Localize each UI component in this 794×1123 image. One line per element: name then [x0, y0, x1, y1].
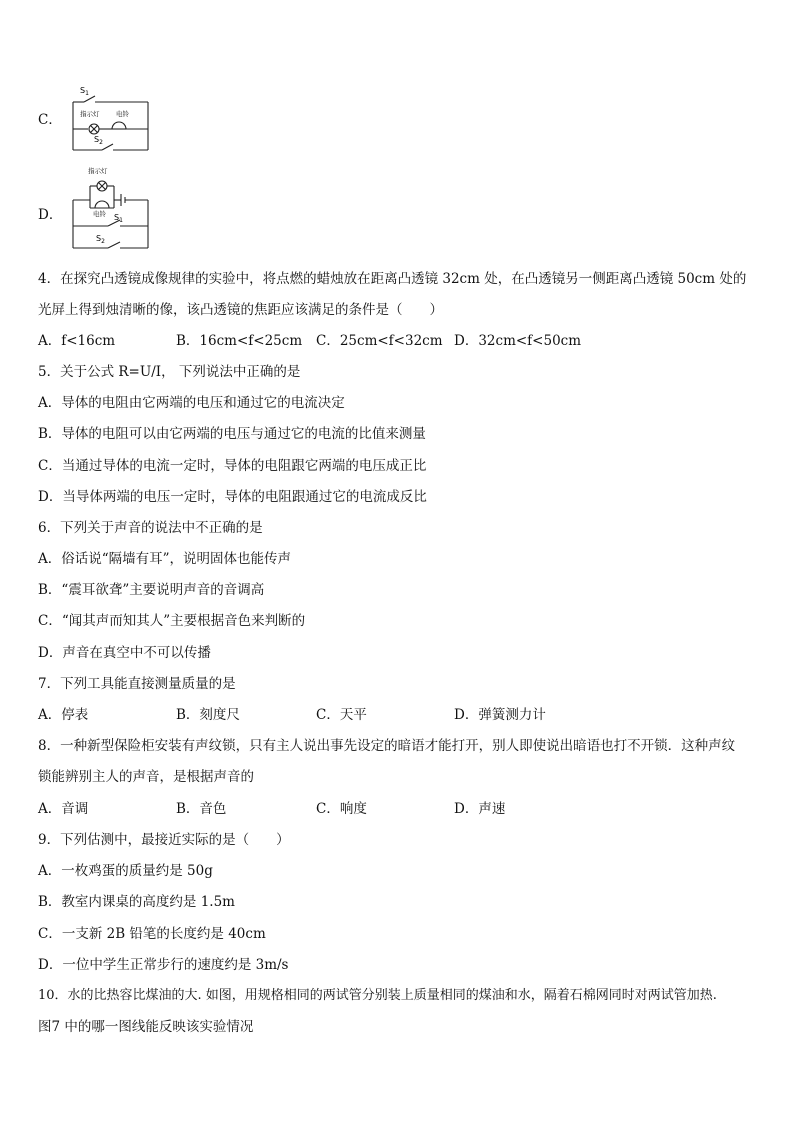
- q6-option-d: D．声音在真空中不可以传播: [38, 645, 211, 661]
- option-c-label: C．: [38, 112, 62, 128]
- c-lamp-text: 指示灯: [80, 110, 100, 118]
- c-s2-text: $S_2$: [94, 135, 103, 146]
- q8-option-c: C．响度: [316, 801, 367, 817]
- q7-stem: 7．下列工具能直接测量质量的是: [38, 676, 236, 692]
- q4-stem-line2: 光屏上得到烛清晰的像，该凸透镜的焦距应该满足的条件是（ ）: [38, 302, 443, 318]
- c-s1-text: $S_1$: [80, 86, 89, 97]
- q7-option-c: C．天平: [316, 707, 367, 723]
- d-lamp-text: 指示灯: [88, 167, 108, 175]
- q7-option-a: A．停表: [38, 707, 89, 723]
- q9-option-d: D．一位中学生正常步行的速度约是 3m/s: [38, 957, 289, 973]
- q8-option-d: D．声速: [454, 801, 506, 817]
- d-bell-text: 电铃: [93, 210, 106, 218]
- circuit-diagram-c: [68, 82, 158, 156]
- q8-stem-line2: 锁能辨别主人的声音，是根据声音的: [38, 769, 254, 785]
- q5-stem: 5．关于公式 R=U/I， 下列说法中正确的是: [38, 364, 301, 380]
- q6-option-c: C．“闻其声而知其人”主要根据音色来判断的: [38, 613, 306, 629]
- q4-option-d: D．32cm<f<50cm: [454, 333, 582, 349]
- q8-stem-line1: 8．一种新型保险柜安装有声纹锁，只有主人说出事先设定的暗语才能打开，别人即使说出暗语也打不开锁．这种声纹: [38, 738, 736, 754]
- c-bell-text: 电铃: [116, 110, 129, 118]
- q7-option-b: B．刻度尺: [176, 707, 240, 723]
- q4-option-c: C．25cm<f<32cm: [316, 333, 443, 349]
- q7-option-d: D．弹簧测力计: [454, 707, 546, 723]
- q5-option-b: B．导体的电阻可以由它两端的电压与通过它的电流的比值来测量: [38, 426, 426, 442]
- q10-stem-line2: 图7 中的哪一图线能反映该实验情况: [38, 1019, 254, 1035]
- q9-option-b: B．教室内课桌的高度约是 1.5m: [38, 894, 235, 910]
- q4-option-b: B．16cm<f<25cm: [176, 333, 303, 349]
- q4-stem-line1: 4．在探究凸透镜成像规律的实验中，将点燃的蜡烛放在距离凸透镜 32cm 处，在凸透镜另一侧距离凸透镜 50cm 处的: [38, 271, 747, 287]
- q6-option-a: A．俗话说“隔墙有耳”，说明固体也能传声: [38, 551, 292, 567]
- q9-stem: 9．下列估测中，最接近实际的是（ ）: [38, 832, 290, 848]
- q9-option-a: A．一枚鸡蛋的质量约是 50g: [38, 863, 213, 879]
- q4-option-a: A．f<16cm: [38, 333, 116, 349]
- q8-option-a: A．音调: [38, 801, 89, 817]
- option-d-label: D．: [38, 207, 63, 223]
- d-s1-text: $S_1$: [114, 213, 123, 224]
- q6-stem: 6．下列关于声音的说法中不正确的是: [38, 520, 263, 536]
- q5-option-d: D．当导体两端的电压一定时，导体的电阻跟通过它的电流成反比: [38, 489, 427, 505]
- q6-option-b: B．“震耳欲聋”主要说明声音的音调高: [38, 582, 265, 598]
- circuit-diagram-d: [68, 164, 154, 256]
- q5-option-c: C．当通过导体的电流一定时，导体的电阻跟它两端的电压成正比: [38, 458, 427, 474]
- q10-stem-line1: 10．水的比热容比煤油的大. 如图，用规格相同的两试管分别装上质量相同的煤油和水，隔着石棉网同时对两试管加热.: [38, 988, 717, 1003]
- q8-option-b: B．音色: [176, 801, 227, 817]
- q9-option-c: C．一支新 2B 铅笔的长度约是 40cm: [38, 926, 266, 942]
- d-s2-text: $S_2$: [96, 234, 105, 245]
- q5-option-a: A．导体的电阻由它两端的电压和通过它的电流决定: [38, 395, 345, 411]
